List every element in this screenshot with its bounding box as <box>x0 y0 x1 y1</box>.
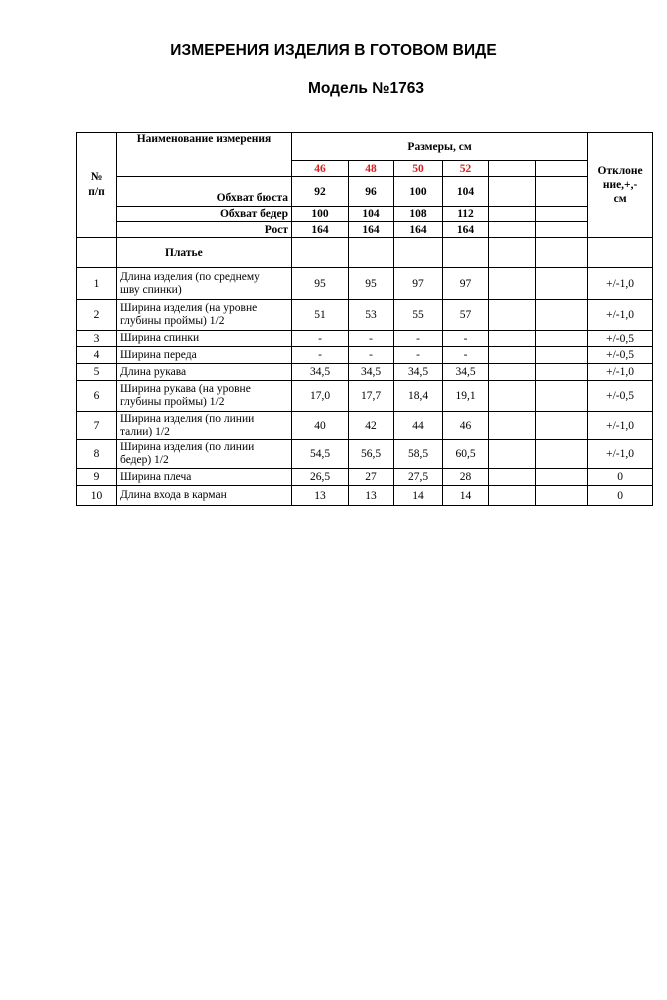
bust-value: 100 <box>394 177 443 207</box>
header-number-line1: № <box>90 171 103 183</box>
row-name <box>117 412 292 440</box>
bust-label: Обхват бюста <box>117 177 292 207</box>
row-number: 5 <box>77 364 117 381</box>
bust-value: 96 <box>349 177 394 207</box>
row-deviation: +/-0,5 <box>588 381 653 412</box>
row-name-line2: шву спинки) <box>120 283 182 296</box>
row-empty <box>489 268 536 300</box>
row-empty <box>489 347 536 364</box>
row-value: 54,5 <box>292 440 349 469</box>
row-name <box>117 268 292 300</box>
row-empty <box>536 469 588 486</box>
row-empty <box>536 440 588 469</box>
row-number: 2 <box>77 300 117 331</box>
row-value: - <box>443 331 489 347</box>
size-50: 50 <box>394 161 443 177</box>
table-row <box>77 440 653 469</box>
header-number-cell <box>77 133 117 238</box>
row-value: 55 <box>394 300 443 331</box>
table-row <box>77 300 653 331</box>
section-empty <box>588 238 653 268</box>
row-value: 97 <box>443 268 489 300</box>
section-empty <box>443 238 489 268</box>
row-value: - <box>292 347 349 364</box>
row-name-line2: глубины проймы) 1/2 <box>120 396 225 408</box>
row-name <box>117 300 292 331</box>
row-name: Ширина плеча <box>117 469 292 486</box>
hip-label: Обхват бедер <box>117 207 292 222</box>
row-value: - <box>349 331 394 347</box>
row-value: - <box>292 331 349 347</box>
height-row <box>77 222 653 238</box>
hip-value: 108 <box>394 207 443 222</box>
measurements-table <box>76 132 653 506</box>
header-number-line2: п/п <box>88 186 105 198</box>
height-empty-1 <box>489 222 536 238</box>
row-empty <box>489 331 536 347</box>
row-number: 8 <box>77 440 117 469</box>
hip-empty-2 <box>536 207 588 222</box>
row-number: 4 <box>77 347 117 364</box>
row-number: 9 <box>77 469 117 486</box>
bust-value: 92 <box>292 177 349 207</box>
header-sizes: Размеры, см <box>292 133 588 161</box>
table-row <box>77 268 653 300</box>
bust-row <box>77 177 653 207</box>
row-deviation: +/-1,0 <box>588 364 653 381</box>
model-number: Модель №1763 <box>307 80 425 97</box>
row-value: - <box>394 331 443 347</box>
row-value: 34,5 <box>349 364 394 381</box>
size-empty-2 <box>536 161 588 177</box>
height-value: 164 <box>443 222 489 238</box>
row-empty <box>489 486 536 506</box>
row-deviation: +/-1,0 <box>588 412 653 440</box>
row-empty <box>536 331 588 347</box>
row-empty <box>489 300 536 331</box>
section-empty <box>349 238 394 268</box>
size-46: 46 <box>292 161 349 177</box>
table-row <box>77 331 653 347</box>
row-value: 28 <box>443 469 489 486</box>
row-value: 13 <box>292 486 349 506</box>
hip-row <box>77 207 653 222</box>
row-empty <box>489 381 536 412</box>
row-value: 27,5 <box>394 469 443 486</box>
section-empty <box>292 238 349 268</box>
height-value: 164 <box>292 222 349 238</box>
header-deviation-line3: см <box>613 193 627 205</box>
row-name-line1: Ширина изделия (по линии <box>120 412 255 425</box>
row-name-line1: Ширина изделия (по линии <box>120 441 255 453</box>
table-row <box>77 381 653 412</box>
row-value: 26,5 <box>292 469 349 486</box>
hip-value: 112 <box>443 207 489 222</box>
row-value: - <box>394 347 443 364</box>
row-value: 34,5 <box>292 364 349 381</box>
size-48: 48 <box>349 161 394 177</box>
row-empty <box>536 300 588 331</box>
row-value: 13 <box>349 486 394 506</box>
row-empty <box>536 381 588 412</box>
section-empty <box>489 238 536 268</box>
row-name-line2: глубины проймы) 1/2 <box>120 315 225 327</box>
row-deviation: +/-1,0 <box>588 300 653 331</box>
document-title: ИЗМЕРЕНИЯ ИЗДЕЛИЯ В ГОТОВОМ ВИДЕ <box>170 42 497 59</box>
size-52: 52 <box>443 161 489 177</box>
row-value: 46 <box>443 412 489 440</box>
row-name-line2: бедер) 1/2 <box>120 454 169 466</box>
row-value: 51 <box>292 300 349 331</box>
row-deviation: +/-1,0 <box>588 440 653 469</box>
row-value: 60,5 <box>443 440 489 469</box>
row-empty <box>536 364 588 381</box>
row-name: Ширина спинки <box>117 331 292 347</box>
row-name-line1: Ширина изделия (на уровне <box>120 302 258 314</box>
hip-value: 100 <box>292 207 349 222</box>
row-value: 58,5 <box>394 440 443 469</box>
table-row <box>77 486 653 506</box>
header-measure-name: Наименование измерения <box>117 133 292 177</box>
bust-empty-1 <box>489 177 536 207</box>
row-value: 27 <box>349 469 394 486</box>
header-row-top <box>77 133 653 161</box>
row-empty <box>536 412 588 440</box>
row-value: 97 <box>394 268 443 300</box>
bust-empty-2 <box>536 177 588 207</box>
row-value: 19,1 <box>443 381 489 412</box>
section-title: Платье <box>117 238 292 268</box>
table-row <box>77 364 653 381</box>
section-empty <box>394 238 443 268</box>
row-name-line1: Длина изделия (по среднему <box>120 270 260 283</box>
row-empty <box>489 469 536 486</box>
row-value: 18,4 <box>394 381 443 412</box>
row-deviation: +/-0,5 <box>588 331 653 347</box>
row-deviation: +/-0,5 <box>588 347 653 364</box>
height-value: 164 <box>349 222 394 238</box>
header-deviation-cell <box>588 133 653 238</box>
row-value: 56,5 <box>349 440 394 469</box>
row-empty <box>536 347 588 364</box>
row-name-line2: талии) 1/2 <box>120 425 170 438</box>
row-name: Ширина переда <box>117 347 292 364</box>
table-row <box>77 469 653 486</box>
row-name: Длина входа в карман <box>117 486 292 506</box>
header-deviation-line2: ние,+,- <box>602 179 638 191</box>
height-label: Рост <box>117 222 292 238</box>
row-value: 34,5 <box>443 364 489 381</box>
hip-empty-1 <box>489 207 536 222</box>
height-value: 164 <box>394 222 443 238</box>
height-empty-2 <box>536 222 588 238</box>
row-deviation: 0 <box>588 469 653 486</box>
row-value: 14 <box>394 486 443 506</box>
row-value: 42 <box>349 412 394 440</box>
row-name: Длина рукава <box>117 364 292 381</box>
row-empty <box>536 268 588 300</box>
row-empty <box>489 412 536 440</box>
row-value: 53 <box>349 300 394 331</box>
row-name <box>117 381 292 412</box>
row-value: 17,0 <box>292 381 349 412</box>
size-empty-1 <box>489 161 536 177</box>
row-value: 95 <box>292 268 349 300</box>
row-number: 6 <box>77 381 117 412</box>
row-value: 44 <box>394 412 443 440</box>
header-deviation-line1: Отклоне <box>597 165 643 177</box>
row-name-line1: Ширина рукава (на уровне <box>120 383 251 395</box>
row-number: 1 <box>77 268 117 300</box>
row-empty <box>536 486 588 506</box>
row-value: 17,7 <box>349 381 394 412</box>
row-value: - <box>443 347 489 364</box>
row-number: 7 <box>77 412 117 440</box>
row-value: 14 <box>443 486 489 506</box>
bust-value: 104 <box>443 177 489 207</box>
row-empty <box>489 440 536 469</box>
section-empty-num <box>77 238 117 268</box>
table-row <box>77 347 653 364</box>
row-value: - <box>349 347 394 364</box>
row-value: 40 <box>292 412 349 440</box>
table-row <box>77 412 653 440</box>
row-deviation: 0 <box>588 486 653 506</box>
row-value: 95 <box>349 268 394 300</box>
row-deviation: +/-1,0 <box>588 268 653 300</box>
row-number: 3 <box>77 331 117 347</box>
hip-value: 104 <box>349 207 394 222</box>
row-empty <box>489 364 536 381</box>
row-value: 57 <box>443 300 489 331</box>
section-row <box>77 238 653 268</box>
row-value: 34,5 <box>394 364 443 381</box>
section-empty <box>536 238 588 268</box>
row-number: 10 <box>77 486 117 506</box>
row-name <box>117 440 292 469</box>
